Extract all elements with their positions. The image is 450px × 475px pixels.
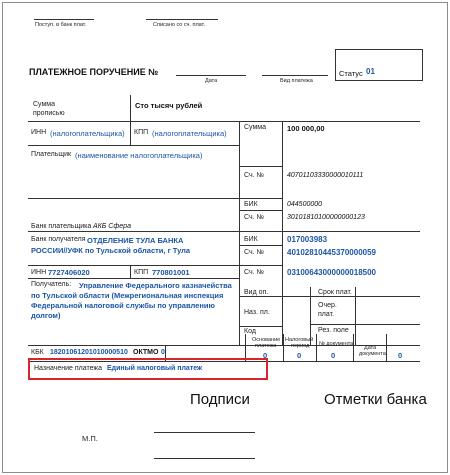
divider xyxy=(239,245,282,246)
recipient-name-line1: Управление Федерального казначейства xyxy=(79,281,232,290)
payer-label: Плательщик xyxy=(31,151,72,158)
queue-label-2: плат. xyxy=(318,311,334,318)
status-label: Статус xyxy=(339,69,363,78)
purpose-code-label: Наз. пл. xyxy=(244,309,270,316)
divider xyxy=(130,265,131,278)
recipient-label: Получатель: xyxy=(31,281,72,288)
basis-value: 0 xyxy=(263,351,268,360)
divider xyxy=(245,334,246,361)
page-title: ПЛАТЕЖНОЕ ПОРУЧЕНИЕ № xyxy=(29,67,159,77)
divider xyxy=(28,265,282,266)
doc-no-value: 0 xyxy=(331,351,336,360)
divider xyxy=(130,121,131,145)
divider xyxy=(239,166,282,167)
code-label: Код xyxy=(244,328,256,335)
recipient-kpp-label: КПП xyxy=(134,269,149,276)
status-box xyxy=(335,49,423,81)
date-label: Дата xyxy=(205,78,218,84)
stamp-label: М.П. xyxy=(82,434,98,443)
payer-name: (наименование налогоплательщика) xyxy=(75,151,203,160)
op-type-label: Вид оп. xyxy=(244,289,269,296)
date-line xyxy=(176,75,246,76)
divider xyxy=(310,324,420,325)
basis-label-1: Основание xyxy=(252,337,281,343)
divider xyxy=(28,231,420,232)
divider xyxy=(239,210,282,211)
recipient-kpp-value: 770801001 xyxy=(152,268,190,277)
payment-type-line xyxy=(262,75,328,76)
recipient-bank-account-label: Сч. № xyxy=(244,249,265,256)
queue-label-1: Очер. xyxy=(318,302,337,309)
divider xyxy=(28,198,282,199)
divider xyxy=(353,334,354,361)
sum-value: 100 000,00 xyxy=(287,124,325,133)
debited-label: Списано со сч. плат. xyxy=(153,22,206,28)
amount-words-label-2: прописью xyxy=(33,110,65,117)
recipient-inn-label: ИНН xyxy=(31,269,47,276)
reserve-label: Рез. поле xyxy=(318,327,349,334)
divider xyxy=(239,121,240,345)
payer-inn-label: ИНН xyxy=(31,129,47,136)
recipient-name-line4: долгом) xyxy=(31,311,61,320)
sum-label: Сумма xyxy=(244,124,266,131)
payment-type-label: Вид платежа xyxy=(280,78,313,84)
divider xyxy=(316,334,317,361)
purpose-label: Назначение платежа xyxy=(34,365,102,372)
payer-kpp-value: (налогоплательщика) xyxy=(152,129,227,138)
signature-line-1 xyxy=(154,432,255,433)
recipient-bik-value: 017003983 xyxy=(287,235,328,244)
received-label: Поступ. в банк плат. xyxy=(35,22,87,28)
divider xyxy=(239,326,282,327)
oktmo-value: 0 xyxy=(161,349,165,356)
oktmo-label: ОКТМО xyxy=(133,349,159,356)
payer-kpp-label: КПП xyxy=(134,129,149,136)
recipient-inn-value: 7727406020 xyxy=(48,268,90,277)
payer-bik-label: БИК xyxy=(244,201,258,208)
purpose-highlight-box xyxy=(28,358,268,380)
bank-marks-label: Отметки банка xyxy=(324,391,427,408)
divider xyxy=(282,121,283,345)
purpose-value: Единый налоговый платеж xyxy=(107,365,203,372)
doc-no-label: № документа xyxy=(319,341,354,347)
divider xyxy=(130,95,131,121)
signature-line-2 xyxy=(154,458,255,459)
recipient-bank-label: Банк получателя xyxy=(31,236,86,243)
recipient-name-line2: по Тульской области (Межрегиональная инспекция xyxy=(31,291,224,300)
amount-words-label: Сумма xyxy=(33,101,55,108)
payer-account-value: 40701103330000010111 xyxy=(287,172,364,179)
doc-date-label-2: документа xyxy=(359,351,386,357)
doc-date-label-1: Дата xyxy=(364,345,377,351)
recipient-name-line3: Федеральной налоговой службы по управлению xyxy=(31,301,215,310)
payer-bank-name: АКБ Сфера xyxy=(93,223,131,230)
recipient-bank-line2: РОССИИ//УФК по Тульской области, г Тула xyxy=(31,246,191,255)
divider xyxy=(28,345,420,346)
kbk-label: КБК xyxy=(31,349,44,356)
payer-bik-value: 044500000 xyxy=(287,201,323,208)
divider xyxy=(28,121,420,122)
recipient-account-label: Сч. № xyxy=(244,269,265,276)
divider xyxy=(355,287,356,345)
basis-label-2: платежа xyxy=(255,343,277,349)
payer-bank-label: Банк плательщика xyxy=(31,223,92,230)
status-value: 01 xyxy=(366,67,375,76)
period-value: 0 xyxy=(297,351,302,360)
received-line xyxy=(34,19,94,20)
recipient-bik-label: БИК xyxy=(244,236,258,243)
payer-bank-account-value: 30101810100000000123 xyxy=(287,214,365,221)
payer-inn-value: (налогоплательщика) xyxy=(50,129,125,138)
period-label-2: период xyxy=(291,343,310,349)
divider xyxy=(386,334,387,361)
divider xyxy=(28,145,239,146)
recipient-bank-account-value: 40102810445370000059 xyxy=(287,248,376,257)
payment-term-label: Срок плат. xyxy=(318,289,352,296)
recipient-bank-line1: ОТДЕЛЕНИЕ ТУЛА БАНКА xyxy=(87,236,184,245)
debited-line xyxy=(146,19,218,20)
period-label-1: Налоговый xyxy=(285,337,314,343)
recipient-account-value: 03100643000000018500 xyxy=(287,268,376,277)
amount-words-value: Сто тысяч рублей xyxy=(135,101,203,110)
signatures-label: Подписи xyxy=(190,391,250,408)
doc-date-value: 0 xyxy=(398,351,403,360)
payer-bank-account-label: Сч. № xyxy=(244,214,265,221)
divider xyxy=(239,296,420,297)
divider xyxy=(283,334,284,361)
kbk-value: 18201061201010000510 xyxy=(50,349,128,356)
divider xyxy=(28,278,239,279)
payer-account-label: Сч. № xyxy=(244,172,265,179)
